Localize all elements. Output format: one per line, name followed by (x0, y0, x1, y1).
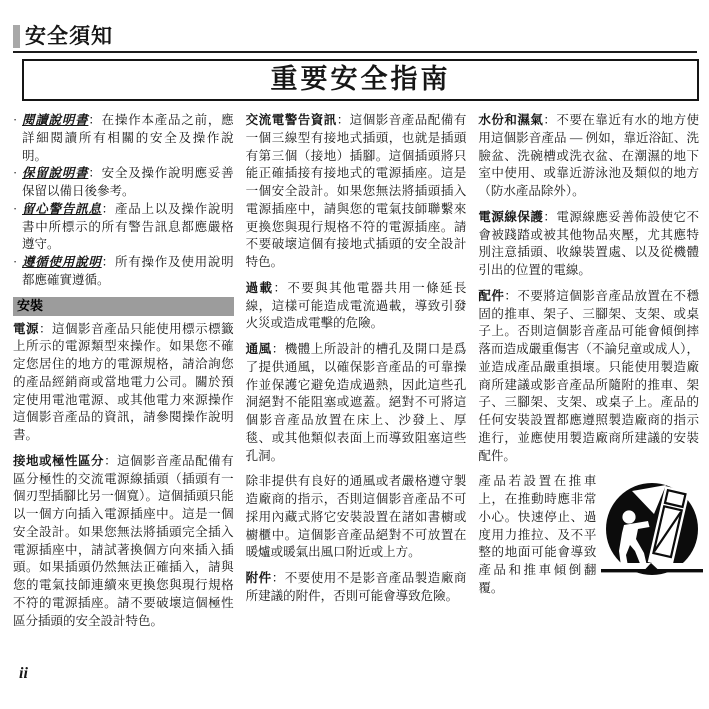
paragraph-body: ：不要在靠近有水的地方使用這個影音產品 — 例如，靠近浴缸、洗臉盆、洗碗槽或洗衣盆、在潮濕的地下室中使用、或靠近游泳池及類似的地方（防水產品除外）。 (478, 113, 700, 199)
bullet-dot: · (13, 166, 18, 181)
paragraph-overload (246, 280, 467, 333)
list-item-term: 閱讀說明書 (22, 113, 89, 128)
paragraph-term: 接地或極性區分 (13, 453, 105, 468)
bullet-dot: · (13, 113, 18, 128)
list-item (13, 112, 234, 165)
column-1 (13, 112, 234, 630)
paragraph-term: 配件 (478, 288, 505, 303)
paragraph-body: ：這個影音產品配備有區分極性的交流電源線插頭（插頭有一個刃型插腳比另一個寬）。這個插頭只能以一個方向插入電源插座中。這是一個安全設計。如果您無法將插頭完全插入電源插座中，請試著換個方向來插入插頭。如果插頭仍然無法正確插入，請與您的電氣技師連續來更換您與現行規格不符的電源插座。請不要破壞這個極性區分插頭的安全設計特色。 (13, 453, 234, 628)
paragraph-term: 水份和濕氣 (478, 113, 544, 128)
list-item-body: ：在操作本產品之前，應詳細閱讀所有相關的安全及操作說明。 (22, 113, 234, 163)
content-columns (13, 112, 699, 630)
paragraph-body: ：機體上所設計的槽孔及開口是爲了提供通風，以確保影音產品的可靠操作並保護它避免造成過熱，因此這些孔洞絕對不能阻塞或遮蓋。絕對不可將這個影音產品放置在床上、沙發上、厚毯、或其他類似表面上而導致阻塞這些孔洞。 (245, 342, 467, 463)
document-title-box (22, 59, 699, 101)
list-item-text (22, 254, 234, 290)
column-2 (246, 112, 467, 630)
paragraph-body: ：這個影音產品配備有一個三線型有接地式插頭，也就是插頭有第三個（接地）插腳。這個插頭將只能正確插接有接地式的電源插座。這是一個安全設計。如果您無法將插頭插入電源插座中，請與您的電氣技師聯繫來更換您與現行規格不符的電源插座。請不要破壞這個有接地式插頭的安全設計特色。 (245, 113, 467, 270)
list-item-term: 保留說明書 (22, 166, 89, 181)
paragraph-body: ：電源線應妥善佈設使它不會被踐踏或被其他物品夾壓，尤其應特別注意插頭、收線裝置處、以及從機體引出的位置的電線。 (478, 209, 700, 278)
bullet-dot: · (13, 255, 18, 270)
list-item-body: ：安全及操作說明應妥善保留以備日後參考。 (22, 166, 234, 199)
paragraph-body: ：不要使用不是影音產品製造廠商所建議的附件，否則可能會導致危險。 (245, 571, 467, 603)
paragraph-attachments (246, 570, 467, 606)
paragraph-term: 交流電警告資訊 (245, 113, 337, 128)
paragraph-accessories (478, 288, 699, 466)
list-item-body: ：所有操作及使用說明都應確實遵循。 (22, 255, 234, 287)
paragraph-ac-warning (246, 112, 467, 272)
list-item-term: 遵循使用說明 (22, 255, 102, 270)
section-header-installation: 安裝 (13, 297, 234, 316)
paragraph-water-moisture (478, 112, 699, 201)
list-item-body: ：產品上以及操作說明書中所標示的所有警告訊息都應嚴格遵守。 (22, 201, 234, 252)
instruction-bullet-list (13, 112, 234, 290)
column-3 (478, 112, 699, 630)
paragraph-body: ：不要將這個影音產品放置在不穩固的推車、架子、三腳架、支架、或桌子上。否則這個影音產品可能會傾倒摔落而造成嚴重傷害（不論兒童或成人），並造成產品嚴重損壞。只能使用製造廠商所建議或影音產品所隨附的推車、架子、三腳架、支架、或桌子上。產品的任何安裝設置都應遵照製造廠商的指示進行，並應使用製造廠商所建議的安裝配件。 (478, 288, 700, 463)
paragraph-ventilation (246, 341, 467, 465)
list-item-text (22, 201, 234, 254)
paragraph-body: ：不要與其他電器共用一條延長線，這樣可能造成電流過載，導致引發火災或造成電擊的危險。 (245, 280, 467, 331)
list-item (13, 201, 234, 254)
paragraph-power (13, 321, 234, 445)
cart-warning-block (478, 473, 699, 597)
header-accent-bar (13, 25, 20, 48)
paragraph-cart-caution: 產品若設置在推車上，在推動時應非常小心。快速停止、過度用力推拉、及不平整的地面可能會導致產品和推車傾倒翻覆。 (478, 474, 597, 595)
list-item-text (22, 112, 234, 165)
page-title: 安全須知 (25, 25, 113, 48)
paragraph-term: 過載 (245, 280, 274, 295)
paragraph-term: 電源線保護 (478, 209, 544, 224)
document-title: 重要安全指南 (270, 64, 451, 95)
list-item (13, 165, 234, 201)
page-number: ii (19, 665, 28, 682)
paragraph-body: 除非提供有良好的通風或者嚴格遵守製造廠商的指示，否則這個影音產品不可採用內藏式將它安裝設置在諸如書櫥或櫥櫃中。這個影音產品絕對不可放置在暖爐或暖氣出風口附近或上方。 (245, 474, 467, 560)
cart-tipping-warning-icon (601, 481, 703, 585)
paragraph-term: 電源 (13, 321, 40, 336)
paragraph-ventilation-continued (246, 473, 467, 562)
paragraph-term: 附件 (245, 571, 272, 586)
list-item-term: 留心警告訊息 (22, 201, 102, 216)
paragraph-body: ：這個影音產品只能使用標示標籤上所示的電源類型來操作。如果您不確定您居住的地方的電源規格，請洽詢您的產品經銷商或當地電力公司。關於預定使用電池電源、或其他電力來源操作這個影音產品的資訊，請參閱操作說明書。 (13, 321, 234, 443)
cart-icon-container (601, 473, 703, 597)
paragraph-grounding-polarization (13, 453, 234, 631)
page-header (13, 25, 697, 53)
list-item (13, 254, 234, 290)
bullet-dot: · (13, 201, 18, 216)
paragraph-term: 通風 (245, 342, 272, 357)
paragraph-power-cord-protection (478, 209, 699, 280)
list-item-text (22, 165, 234, 201)
